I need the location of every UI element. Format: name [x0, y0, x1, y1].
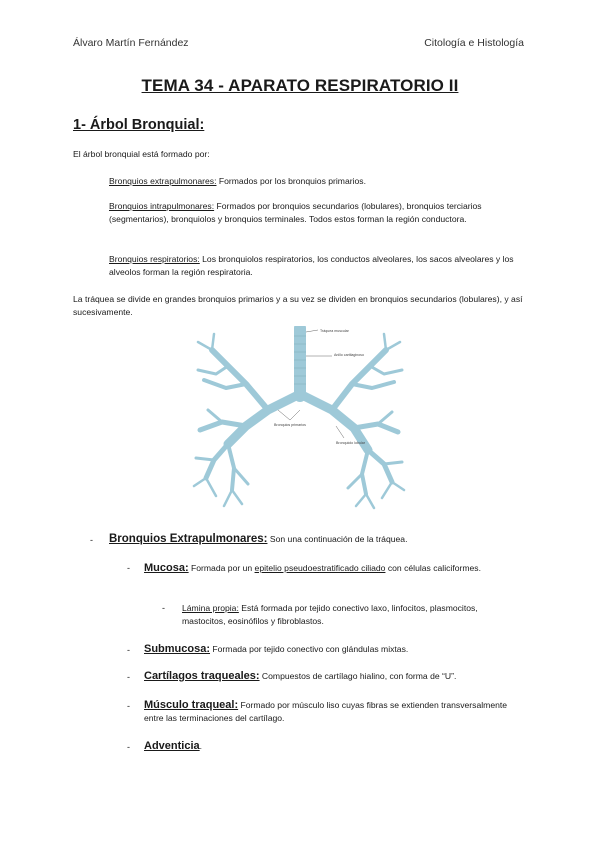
list-heading-term: Bronquios Extrapulmonares:	[109, 533, 268, 545]
definition-extrapulmonares	[109, 175, 524, 188]
figure-label-lobular: Bronquiolo lobular	[336, 441, 365, 445]
item-term: Músculo traqueal:	[144, 699, 239, 711]
item-text: Está formada por tejido conectivo laxo, linfocitos, plasmocitos, mastocitos, eosinófilos y fibroblastos.	[182, 603, 478, 626]
list-item-submucosa	[144, 643, 514, 656]
definition-term: Bronquios extrapulmonares:	[109, 176, 217, 186]
definition-text: Los bronquiolos respiratorios, los conductos alveolares, los sacos alveolares y los alveolos forman la región respiratoria.	[109, 254, 514, 277]
page-title: TEMA 34 - APARATO RESPIRATORIO II	[141, 76, 459, 95]
list-item-musculo	[144, 699, 514, 725]
item-text: con células caliciformes.	[385, 563, 481, 573]
definition-respiratorios	[109, 253, 524, 278]
trachea-paragraph: La tráquea se divide en grandes bronquios primarios y a su vez se dividen en bronquios secundarios (lobulares), y así sucesivamente.	[73, 294, 523, 317]
figure-label-primary: Bronquios primarios	[274, 423, 306, 427]
bullet-dash: -	[127, 645, 130, 655]
list-heading-text: Son una continuación de la tráquea.	[267, 534, 408, 544]
definition-term: Bronquios respiratorios:	[109, 254, 200, 264]
header-subject: Citología e Histología	[424, 37, 524, 49]
item-term: Cartílagos traqueales:	[144, 670, 260, 682]
list-item-cartilagos	[144, 670, 514, 683]
bullet-dash: -	[162, 603, 165, 613]
figure-label-trachea: Tráquea muscular	[320, 329, 349, 333]
bullet-dash: -	[127, 701, 130, 711]
item-text: .	[199, 741, 203, 751]
bullet-dash: -	[127, 563, 130, 573]
item-term: Adventicia	[144, 740, 200, 752]
list-item-mucosa	[144, 562, 514, 575]
item-text: Formada por un	[188, 563, 255, 573]
item-underlined: epitelio pseudoestratificado ciliado	[254, 563, 386, 573]
definition-intrapulmonares	[109, 200, 524, 225]
section-heading: 1- Árbol Bronquial:	[73, 117, 205, 133]
bullet-dash: -	[127, 742, 130, 752]
definition-term: Bronquios intrapulmonares:	[109, 201, 215, 211]
list-item-adventicia	[144, 740, 514, 753]
intro-text: El árbol bronquial está formado por:	[73, 149, 210, 159]
header-author: Álvaro Martín Fernández	[73, 37, 189, 49]
bullet-dash: -	[90, 535, 93, 545]
list-heading	[109, 533, 407, 545]
item-text: Formado por músculo liso cuyas fibras se extienden transversalmente entre las terminaciones del cartílago.	[144, 700, 508, 723]
bullet-dash: -	[127, 672, 130, 682]
item-text: Compuestos de cartílago hialino, con forma de “U”.	[259, 671, 457, 681]
list-item-lamina	[182, 602, 512, 628]
definition-text: Formados por los bronquios primarios.	[216, 176, 366, 186]
figure-label-ring: Anillo cartilaginoso	[334, 353, 364, 357]
item-term: Lámina propia:	[182, 603, 239, 613]
item-term: Mucosa:	[144, 562, 189, 574]
bronchial-tree-figure	[186, 326, 414, 512]
definition-text: Formados por bronquios secundarios (lobulares), bronquios terciarios (segmentarios), bronquiolos y bronquios terminales. Todos estos forman la región conductora.	[109, 201, 482, 224]
item-text: Formada por tejido conectivo con glándulas mixtas.	[210, 644, 409, 654]
item-term: Submucosa:	[144, 643, 211, 655]
